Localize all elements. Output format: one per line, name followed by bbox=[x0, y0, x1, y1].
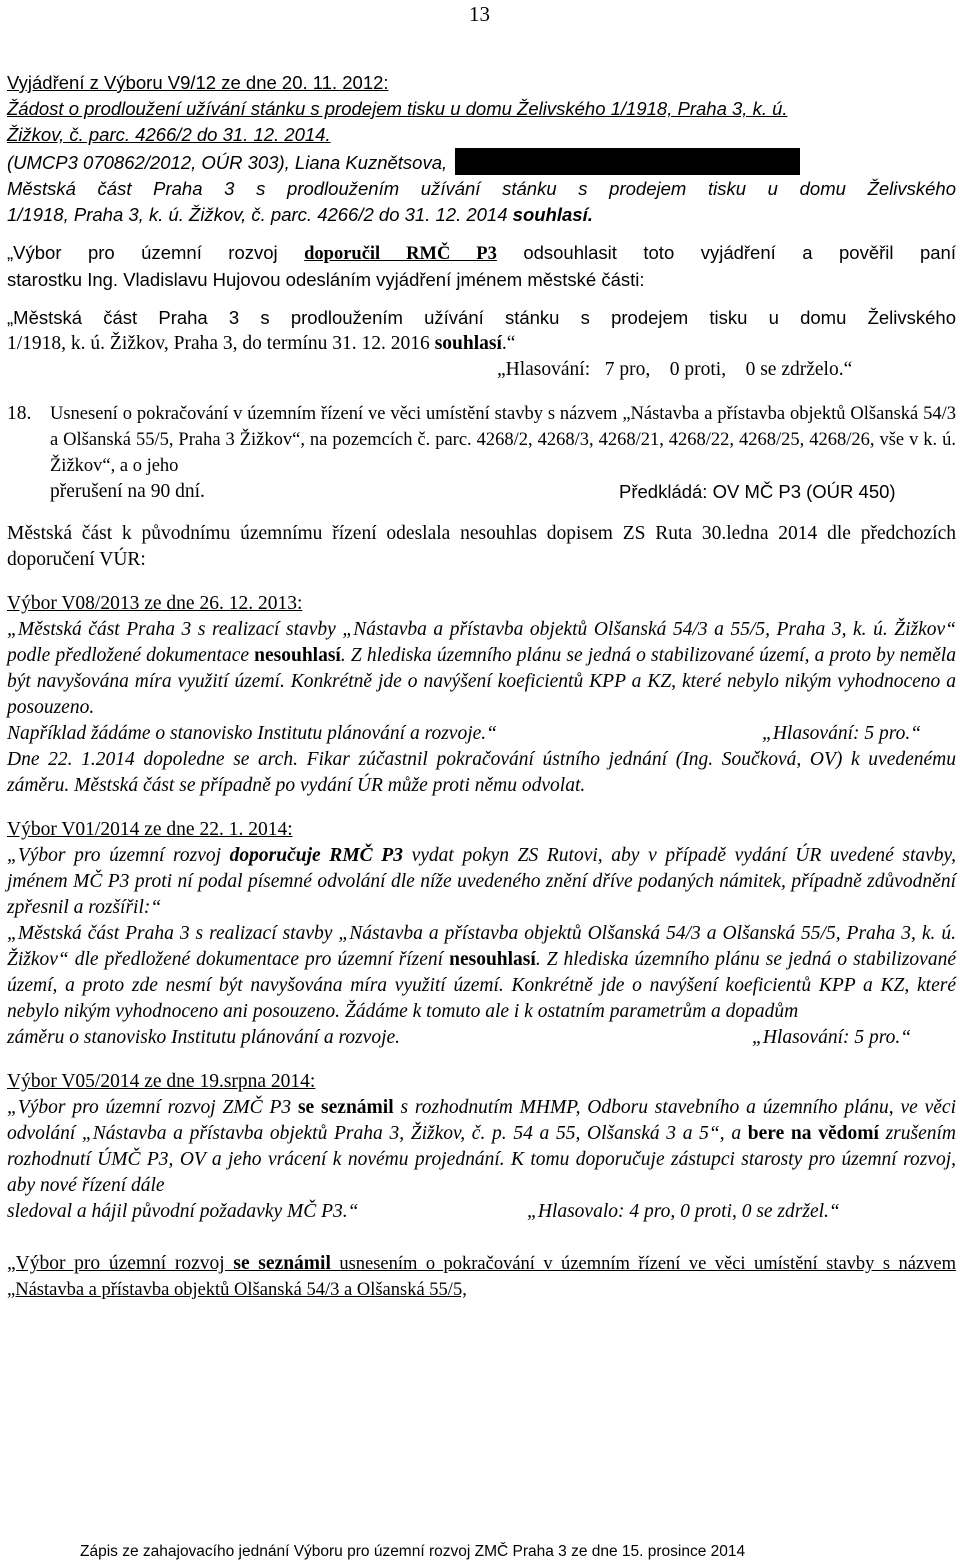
v01-quote: „Městská část Praha 3 s realizací stavby „Nástavba a přístavba objektů Olšanská 54/3 a Olšanská 55/5, Praha 3, k. ú. Žižkov“ dle předložené dokumentace pro územní řízení nesouhlasí. Z hlediska územního plánu se jedná o stabilizované území, a proto zde nesmí být navyšována míra využití území. Konkrétně jde o navýšení koeficientů KPP a KZ, které nebylo nikým vyhodnoceno ani posouzeno. Žádáme k tomuto ale i k ostatním parametrům a dopadům bbox=[7, 923, 956, 1022]
acknowledged-bold: se seznámil bbox=[297, 1097, 394, 1118]
item-18 bbox=[7, 401, 956, 505]
statement-applicant: (UMCP3 070862/2012, OÚR 303), Liana Kuznětsova, bbox=[7, 148, 956, 176]
statement-subject-line: Žádost o prodloužení užívání stánku s prodejem tisku u domu Želivského 1/1918, Praha 3, k. ú. bbox=[7, 98, 788, 119]
v05-last-line: sledoval a hájil původní požadavky MČ P3.“ „Hlasovalo: 4 pro, 0 proti, 0 se zdržel.“ bbox=[7, 1199, 956, 1225]
presenter: Předkládá: OV MČ P3 (OÚR 450) bbox=[619, 481, 896, 502]
statement-quote-end: 1/1918, Praha 3, k. ú. Žižkov, č. parc. 4266/2 do 31. 12. 2014 souhlasí. bbox=[7, 204, 593, 225]
statement-quote: Městská část Praha 3 s prodloužením užívání stánku s prodejem tisku u domu Želivského bbox=[7, 178, 956, 199]
committee-final-statement bbox=[7, 1251, 956, 1303]
vote-result: „Hlasovalo: 4 pro, 0 proti, 0 se zdržel.“ bbox=[527, 1201, 840, 1222]
committee-v08-2013 bbox=[7, 591, 956, 799]
statement-subject-line: Žižkov, č. parc. 4266/2 do 31. 12. 2014. bbox=[7, 124, 331, 145]
recommendation-bold: doporučuje RMČ P3 bbox=[229, 845, 403, 866]
statement-heading: Vyjádření z Výboru V9/12 ze dne 20. 11. 2012: bbox=[7, 72, 389, 93]
v05-heading: Výbor V05/2014 ze dne 19.srpna 2014: bbox=[7, 1071, 316, 1092]
committee-v05-2014 bbox=[7, 1069, 956, 1225]
page-footer: Zápis ze zahajovacího jednání Výboru pro územní rozvoj ZMČ Praha 3 ze dne 15. prosince 2014 bbox=[80, 1543, 746, 1560]
v08-continuation: Dne 22. 1.2014 dopoledne se arch. Fikar zúčastnil pokračování ústního jednání (Ing. Součková, OV) k uvedenému záměru. Městská část se případně po vydání ÚR může proti němu odvolat. bbox=[7, 749, 956, 796]
municipal-statement-line: „Městská část Praha 3 s prodloužením užívání stánku s prodejem tisku u domu Želivského bbox=[7, 307, 956, 328]
committee-recommendation bbox=[7, 240, 956, 293]
v08-last-line: Například žádáme o stanovisko Institutu plánování a rozvoje.“ „Hlasování: 5 pro.“ bbox=[7, 721, 956, 747]
item-18-last-line: přerušení na 90 dní. Předkládá: OV MČ P3 (OÚR 450) bbox=[7, 479, 956, 505]
recommendation-bold: doporučil RMČ P3 bbox=[304, 244, 497, 264]
noted-bold: bere na vědomí bbox=[747, 1123, 879, 1144]
page-number: 13 bbox=[469, 2, 490, 26]
v05-text: „Výbor pro územní rozvoj ZMČ P3 se seznámil s rozhodnutím MHMP, Odboru stavebního a územního plánu, ve věci odvolání „Nástavba a přístavba objektů Praha 3, Žižkov, č. p. 54 a 55, Olšanská 3 a 5“, a bere na vědomí zrušením rozhodnutí ÚMČ P3, OV a jeho vrácení k novému projednání. K tomu doporučuje zástupci starosty pro územní rozvoj, aby nové řízení dále bbox=[7, 1097, 956, 1196]
vote-result: „Hlasování: 7 pro, 0 proti, 0 se zdrželo.“ bbox=[497, 359, 853, 380]
consent-word: souhlasí. bbox=[512, 204, 593, 225]
v01-heading: Výbor V01/2014 ze dne 22. 1. 2014: bbox=[7, 819, 293, 840]
acknowledged-bold: se seznámil bbox=[233, 1253, 331, 1274]
vote-result: „Hlasování: 5 pro.“ bbox=[762, 723, 922, 744]
v01-text: „Výbor pro územní rozvoj doporučuje RMČ P3 vydat pokyn ZS Rutovi, aby v případě vydání ÚR uvedené stavby, jménem MČ P3 proti ní podal písemné odvolání dle níže uvedeného znění dříve podaných námitek, případně zdůvodnění zpřesnil a rozšířil:“ bbox=[7, 845, 957, 918]
municipal-statement bbox=[7, 305, 956, 383]
dissent-word: nesouhlasí bbox=[254, 645, 341, 666]
item-18-text: 18. Usnesení o pokračování v územním řízení ve věci umístění stavby s názvem „Nástavba a přístavba objektů Olšanská 54/3 a Olšanská 55/5, Praha 3 Žižkov“, na pozemcích č. parc. 4268/2, 4268/3, 4268/21, 4268/22, 4268/25, 4268/26, vše v k. ú. Žižkov“, a o jeho bbox=[7, 403, 956, 476]
municipal-note: Městská část k původnímu územnímu řízení odeslala nesouhlas dopisem ZS Ruta 30.ledna 2014 dle předchozích doporučení VÚR: bbox=[7, 523, 956, 570]
final-statement-text: „Výbor pro územní rozvoj se seznámil usnesením o pokračování v územním řízení ve věci umístění stavby s názvem „Nástavba a přístavba objektů Olšanská 54/3 a Olšanská 55/5, bbox=[7, 1253, 956, 1300]
v01-last-line: záměru o stanovisko Institutu plánování a rozvoje. „Hlasování: 5 pro.“ bbox=[7, 1025, 956, 1051]
document-body bbox=[7, 70, 956, 1303]
item-number: 18. bbox=[7, 403, 32, 424]
v08-text: „Městská část Praha 3 s realizací stavby „Nástavba a přístavba objektů Olšanská 54/3 a 55/5, Praha 3, k. ú. Žižkov“ podle předložené dokumentace nesouhlasí. Z hlediska územního plánu se jedná o stabilizované území, a proto by neměla být navyšována míra využití území. Konkrétně jde o navýšení koeficientů KPP a KZ, které nebylo nikým vyhodnoceno a posouzeno. bbox=[7, 619, 956, 718]
committee-v01-2014 bbox=[7, 817, 956, 1051]
dissent-word: nesouhlasí bbox=[449, 949, 536, 970]
consent-word: souhlasí bbox=[434, 333, 502, 354]
recommendation-text: „Výbor pro územní rozvoj doporučil RMČ P3 odsouhlasit toto vyjádření a pověřil paní bbox=[7, 242, 956, 264]
redaction-block bbox=[455, 148, 800, 175]
recommendation-text-end: starostku Ing. Vladislavu Hujovou odesláním vyjádření jménem městské části: bbox=[7, 269, 645, 290]
municipal-statement-line: 1/1918, k. ú. Žižkov, Praha 3, do termínu 31. 12. 2016 souhlasí.“ bbox=[7, 333, 516, 354]
vote-result: „Hlasování: 5 pro.“ bbox=[752, 1027, 912, 1048]
statement-v9-12 bbox=[7, 70, 956, 228]
v08-heading: Výbor V08/2013 ze dne 26. 12. 2013: bbox=[7, 593, 303, 614]
